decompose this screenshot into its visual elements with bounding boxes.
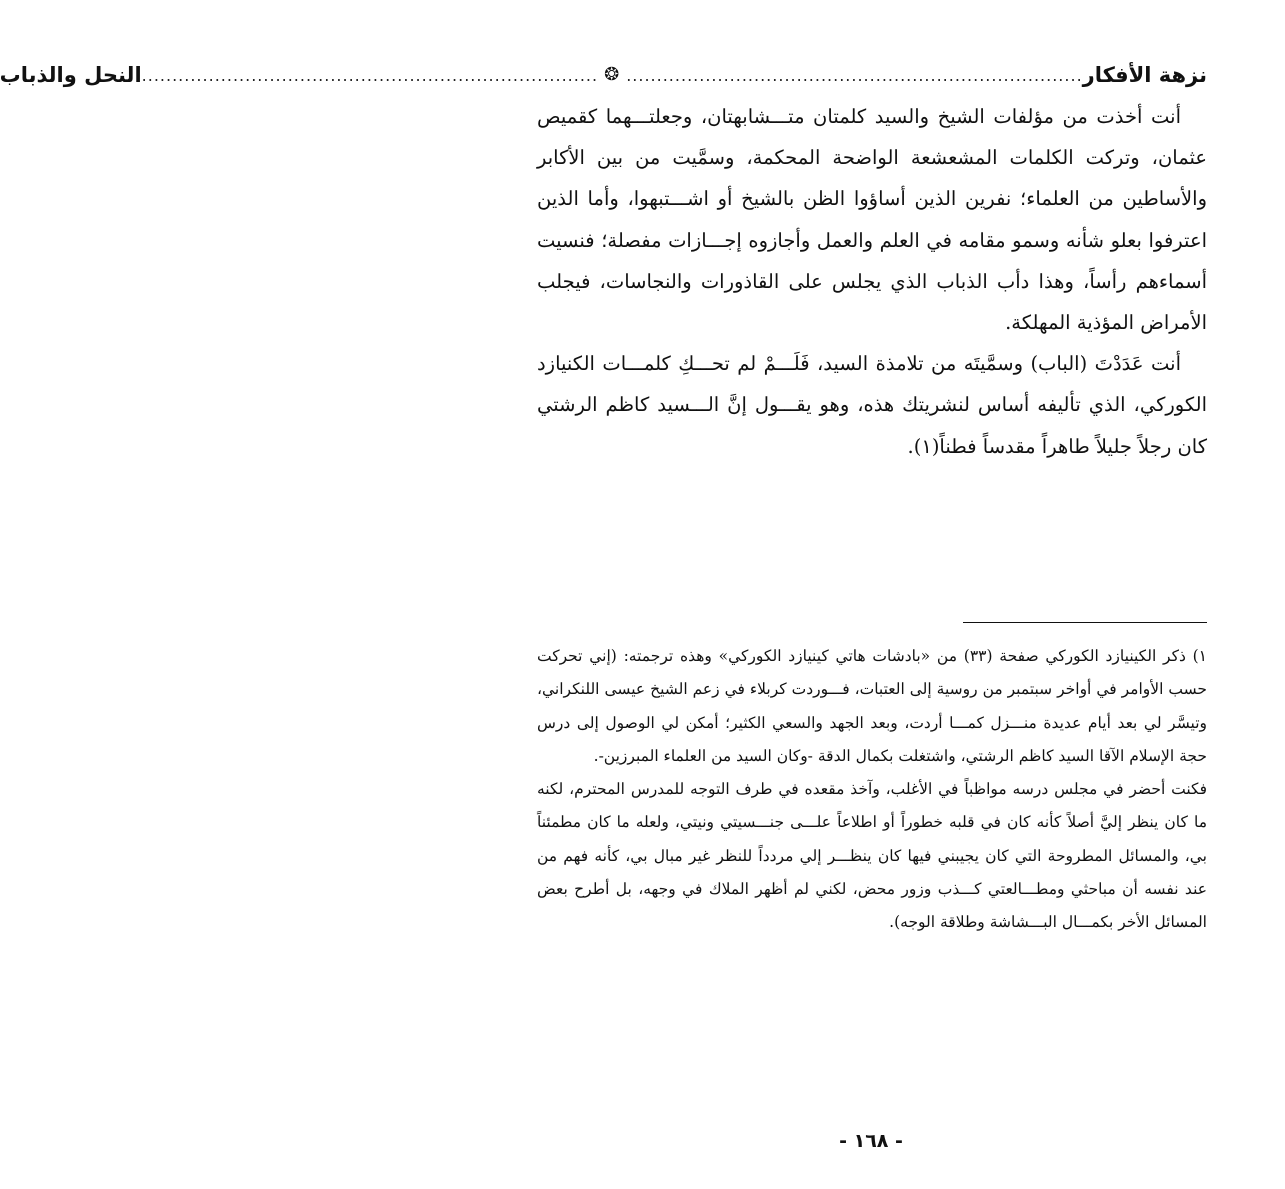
footnote-paragraph-1: ١) ذكر الكينيازد الكوركي صفحة (٣٣) من «بادشات هاتي كينيازد الكوركي» وهذه ترجمته: (إني تحركت حسب الأوامر في أواخر سبتمبر من روسية إلى العتبات، فـــوردت كربلاء في زعم الشيخ عيسى اللنكراني، وتيسَّر لي بعد أيام عديدة منـــزل كمـــا أردت، وبعد الجهد والسعي الكثير؛ أمكن لي الوصول إلى درس حجة الإسلام الآقا السيد كاظم الرشتي، واشتغلت بكمال الدقة -وكان السيد من العلماء المبرزين-. — [537, 647, 1207, 765]
leader-dots-left: ........................................................................... — [626, 65, 1083, 85]
body-paragraph-1: أنت أخذت من مؤلفات الشيخ والسيد كلمتان متـــشابهتان، وجعلتـــهما كقميص عثمان، وتركت الكلمات المشعشعة الواضحة المحكمة، وسمَّيت من بين الأكابر والأساطين من العلماء؛ نفرين الذين أساؤوا الظن بالشيخ أو اشـــتبهوا، وأما الذين اعترفوا بعلو شأنه وسمو مقامه في العلم والعمل وأجازوه إجـــازات مفصلة؛ فنسيت أسماءهم رأساً، وهذا دأب الذباب الذي يجلس على القاذورات والنجاسات، فيجلب الأمراض المؤذية المهلكة. — [537, 105, 1207, 335]
running-header — [0, 58, 1207, 92]
footnote-paragraph-2: فكنت أحضر في مجلس درسه مواظباً في الأغلب، وآخذ مقعده في طرف التوجه للمدرس المحترم، لكنه ما كان ينظر إليَّ أصلاً كأنه كان في قلبه خطوراً أو اطلاعاً علـــى جنـــسيتي ونيتي، ولعله ما كان مطمئناً بي، والمسائل المطروحة التي كان يجيبني فيها كان ينظـــر إلي مردداً للنظر غير مبال بي، كأنه فهم من عند نفسه أن مباحثي ومطـــالعتي كـــذب وزور محض، لكني لم أظهر الملاك في وجهه، بل أطرح بعض المسائل الأخر بكمـــال البـــشاشة وطلاقة الوجه). — [537, 780, 1207, 932]
footnotes — [537, 640, 1207, 940]
leader-dots-right: ........................................................................... — [141, 65, 599, 85]
ornament-icon: ❂ — [604, 64, 621, 85]
body-text — [537, 96, 1207, 467]
page-number: - ١٦٨ - — [839, 1130, 903, 1152]
body-paragraph-2: أنت عَدَدْتَ (الباب) وسمَّيتَه من تلامذة السيد، فَلَـــمْ لم تحـــكِ كلمـــات الكنيازد الكوركي، الذي تأليفه أساس لنشريتك هذه، وهو يقـــول إنَّ الـــسيد كاظم الرشتي كان رجلاً جليلاً طاهراً مقدساً فطناً(١). — [537, 352, 1207, 458]
section-title: النحل والذباب — [0, 63, 142, 87]
book-title: نزهة الأفكار — [1082, 63, 1207, 87]
header-leader — [142, 66, 1083, 85]
footnote-divider — [963, 622, 1207, 623]
